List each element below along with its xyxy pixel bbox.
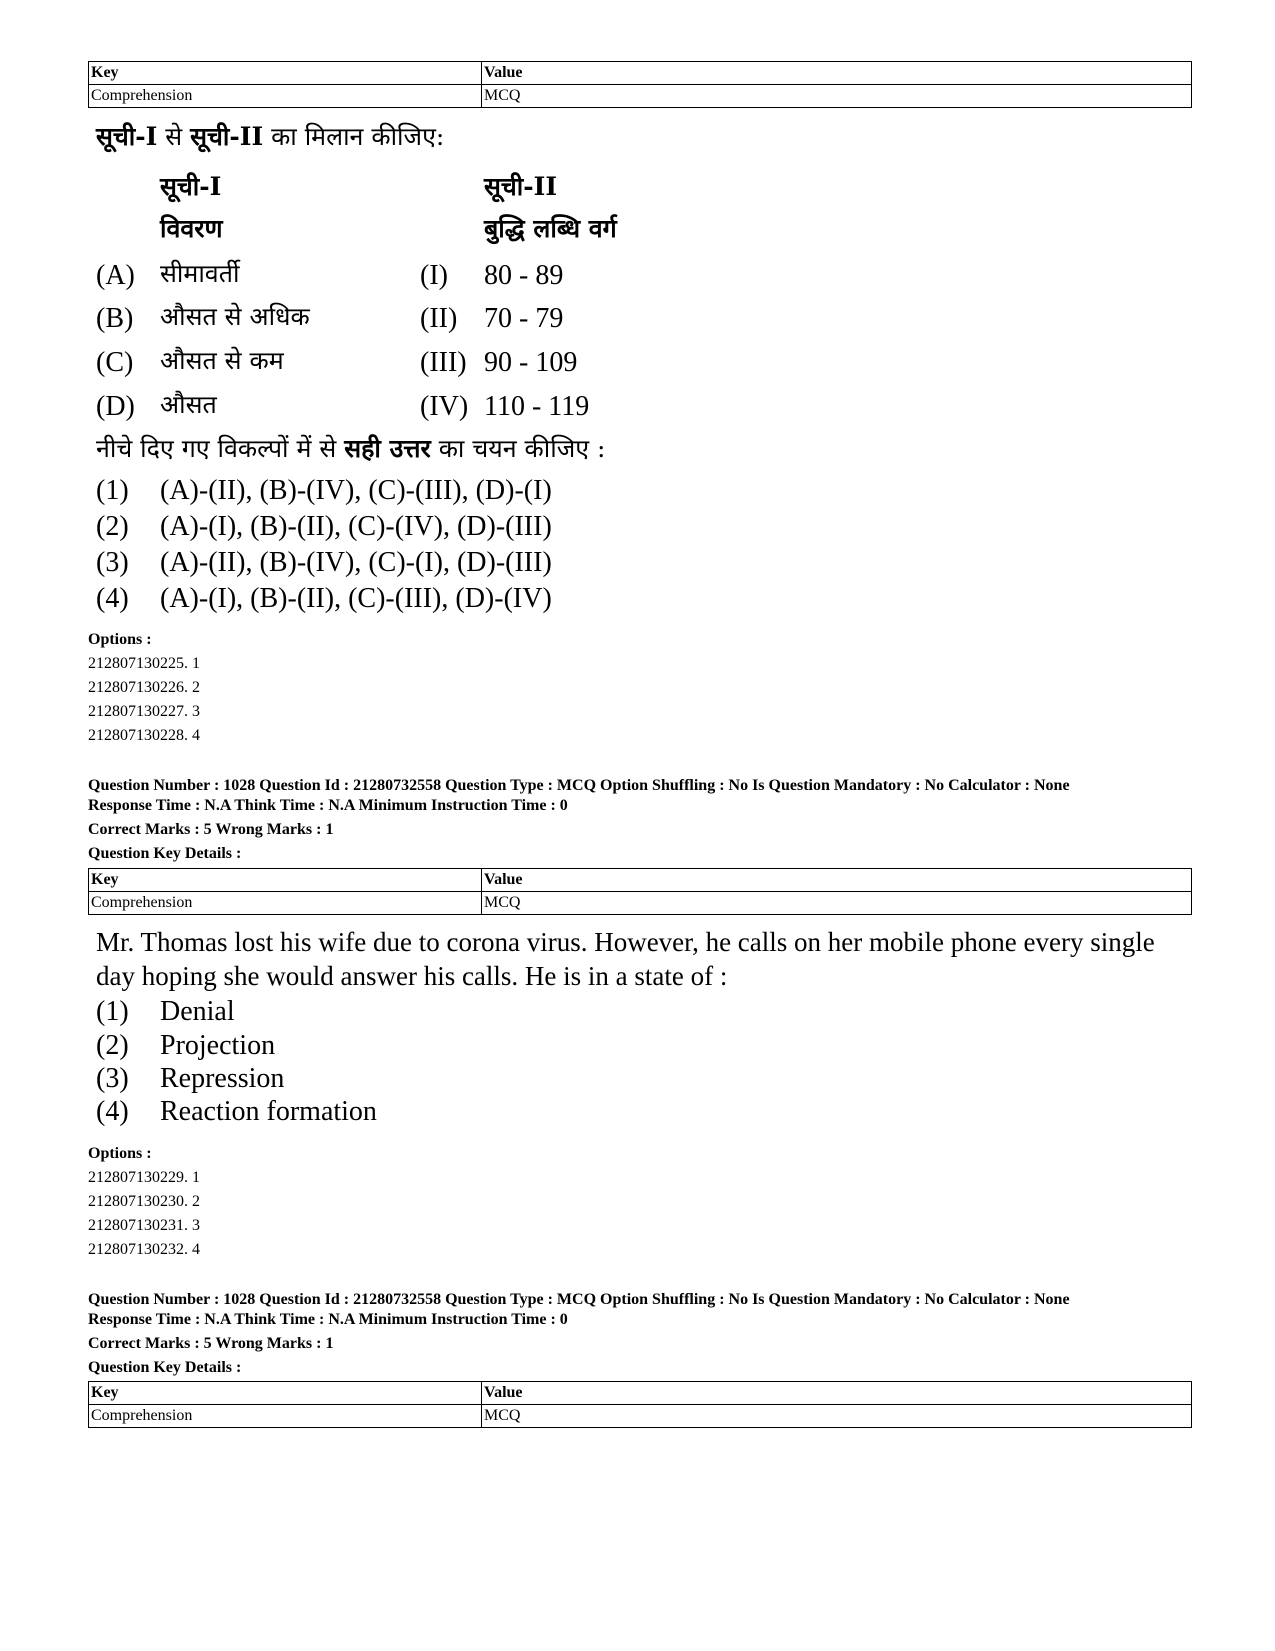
key-cell: Comprehension — [89, 1405, 482, 1428]
value-header: Value — [482, 62, 1192, 85]
choice-text: Reaction formation — [160, 1096, 377, 1127]
question-key-table — [88, 1381, 1192, 1428]
choice-text: Denial — [160, 996, 235, 1027]
option-id: 212807130226. 2 — [88, 679, 200, 696]
choice-number: (1) — [96, 475, 129, 506]
key-table-header-row — [89, 62, 1192, 85]
row-label: (C) — [96, 347, 134, 378]
key-table-row — [89, 892, 1192, 915]
key-table-header-row — [89, 869, 1192, 892]
value-cell: MCQ — [482, 1405, 1192, 1428]
value-cell: MCQ — [482, 85, 1192, 108]
question-timing-line: Response Time : N.A Think Time : N.A Minimum Instruction Time : 0 — [88, 1311, 568, 1328]
row-roman: (III) — [420, 347, 467, 378]
row-roman: (I) — [420, 260, 448, 291]
question-text-line: day hoping she would answer his calls. He is in a state of : — [96, 961, 728, 991]
option-id: 212807130228. 4 — [88, 727, 200, 744]
row-range: 80 - 89 — [484, 260, 564, 291]
row-description: सीमावर्ती — [160, 259, 240, 288]
key-cell: Comprehension — [89, 892, 482, 915]
instruction-list2: सूची-II — [190, 122, 264, 151]
row-label: (B) — [96, 303, 134, 334]
choice-text: (A)-(I), (B)-(II), (C)-(III), (D)-(IV) — [160, 583, 552, 614]
option-id: 212807130229. 1 — [88, 1169, 200, 1186]
option-id: 212807130225. 1 — [88, 655, 200, 672]
question-key-details-label: Question Key Details : — [88, 845, 242, 862]
row-description: औसत से अधिक — [160, 302, 310, 331]
choice-number: (3) — [96, 1063, 129, 1094]
value-header: Value — [482, 869, 1192, 892]
question-text-line: Mr. Thomas lost his wife due to corona virus. However, he calls on her mobile phone every single — [96, 927, 1155, 957]
choice-text: (A)-(II), (B)-(IV), (C)-(III), (D)-(I) — [160, 475, 552, 506]
question-timing-line: Response Time : N.A Think Time : N.A Minimum Instruction Time : 0 — [88, 797, 568, 814]
choice-text: Projection — [160, 1030, 276, 1061]
list2-title: सूची-II — [484, 172, 558, 201]
question-meta-line: Question Number : 1028 Question Id : 21280732558 Question Type : MCQ Option Shuffling : No Is Question Mandatory : No Calculator : None — [88, 1291, 1070, 1308]
choice-number: (3) — [96, 547, 129, 578]
key-table-row — [89, 1405, 1192, 1428]
option-id: 212807130227. 3 — [88, 703, 200, 720]
options-label: Options : — [88, 631, 152, 648]
row-label: (A) — [96, 260, 135, 291]
question-marks: Correct Marks : 5 Wrong Marks : 1 — [88, 821, 334, 838]
choice-text: Repression — [160, 1063, 285, 1094]
list1-title: सूची-I — [160, 172, 222, 201]
option-id: 212807130232. 4 — [88, 1241, 200, 1258]
row-range: 90 - 109 — [484, 347, 578, 378]
value-header: Value — [482, 1382, 1192, 1405]
option-id: 212807130230. 2 — [88, 1193, 200, 1210]
options-label: Options : — [88, 1145, 152, 1162]
choice-number: (4) — [96, 1096, 129, 1127]
select-instruction-bold: सही उत्तर — [344, 434, 431, 463]
value-cell: MCQ — [482, 892, 1192, 915]
row-range: 110 - 119 — [484, 391, 590, 422]
row-description: औसत — [160, 390, 217, 419]
choice-number: (2) — [96, 1030, 129, 1061]
list2-subtitle: बुद्धि लब्धि वर्ग — [484, 214, 617, 243]
select-instruction-end: का चयन कीजिए : — [430, 434, 606, 463]
key-table-row — [89, 85, 1192, 108]
question-key-table — [88, 868, 1192, 915]
row-roman: (II) — [420, 303, 458, 334]
question-meta-line: Question Number : 1028 Question Id : 21280732558 Question Type : MCQ Option Shuffling : No Is Question Mandatory : No Calculator : None — [88, 777, 1070, 794]
match-instruction — [96, 122, 444, 152]
question-marks: Correct Marks : 5 Wrong Marks : 1 — [88, 1335, 334, 1352]
option-id: 212807130231. 3 — [88, 1217, 200, 1234]
key-header: Key — [89, 62, 482, 85]
key-header: Key — [89, 1382, 482, 1405]
choice-number: (2) — [96, 511, 129, 542]
row-label: (D) — [96, 391, 135, 422]
key-table-header-row — [89, 1382, 1192, 1405]
select-instruction — [96, 434, 605, 464]
row-roman: (IV) — [420, 391, 469, 422]
instruction-list1: सूची-I — [96, 122, 158, 151]
choice-text: (A)-(I), (B)-(II), (C)-(IV), (D)-(III) — [160, 511, 552, 542]
key-cell: Comprehension — [89, 85, 482, 108]
question-key-details-label: Question Key Details : — [88, 1359, 242, 1376]
choice-number: (4) — [96, 583, 129, 614]
select-instruction-start: नीचे दिए गए विकल्पों में से — [96, 434, 345, 463]
row-description: औसत से कम — [160, 346, 284, 375]
list1-subtitle: विवरण — [160, 214, 223, 243]
row-range: 70 - 79 — [484, 303, 564, 334]
instruction-se: से — [157, 122, 191, 151]
question-key-table — [88, 61, 1192, 108]
key-header: Key — [89, 869, 482, 892]
choice-text: (A)-(II), (B)-(IV), (C)-(I), (D)-(III) — [160, 547, 552, 578]
instruction-tail: का मिलान कीजिए: — [263, 122, 445, 151]
choice-number: (1) — [96, 996, 129, 1027]
